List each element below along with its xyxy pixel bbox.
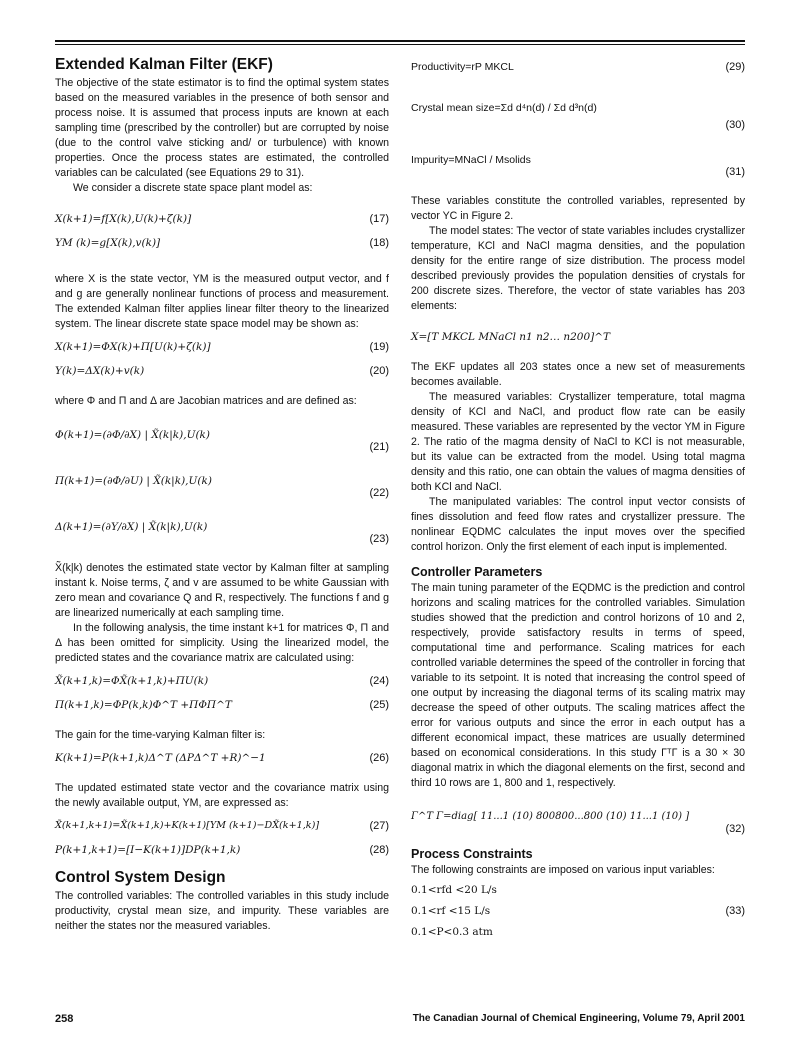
paragraph: The objective of the state estimator is to find the optimal system states based on the measured variables in the presence of both sensor and process noise. It is assumed that process inputs are known at each sampling time (prescribed by the controller) but are corrupted by noise (due to the control valve sticking and/ or turbulence) with known properties. Once the process states are estimated, the controlled variables can be calculated (see Equations 29 to 31). [55,76,389,179]
equation-29: Productivity=rP MKCL (29) [411,61,745,73]
equation-18: YM (k)=g[X(k),v(k)] (18) [55,236,389,249]
top-rule [55,40,745,42]
paragraph: These variables constitute the controlled variables, represented by vector YC in Figure 2. [411,195,745,222]
paragraph: The updated estimated state vector and the covariance matrix using the newly available output, YM, are expressed as: [55,781,389,809]
paragraph: The gain for the time-varying Kalman filter is: [55,728,266,741]
constraint-1: 0.1<rfd <20 L/s [411,884,497,896]
heading-controller-parameters: Controller Parameters [411,565,543,579]
page-number: 258 [55,1013,74,1025]
top-rule-thin [55,44,745,45]
paragraph: The controlled variables: The controlled variables in this study include productivity, crystal mean size, and impurity. These variables are neither the states nor the measured variables. [55,889,389,932]
equation-26: K(k+1)=P(k+1,k)Δ^T (ΔPΔ^T +R)^−1 (26) [55,751,389,764]
equation-23: Δ(k+1)=(∂Y/∂X) | X̃(k|k),U(k) (23) [55,520,389,545]
paragraph: The model states: The vector of state variables includes crystallizer temperature, KCl and NaCl magma densities, and the population density for the entire range of size distribution. The process model described previously provides the population densities of crystals for 200 discrete sizes. Therefore, the vector of state variables has 203 elements: [411,225,745,312]
paragraph: The manipulated variables: The control input vector consists of fines dissolution and feed flow rates and crystallizer pressure. The nonlinear EQDMC calculates the input moves over the specified control horizon. Only the first element of each input is implemented. [411,496,745,553]
equation-20: Y(k)=ΔX(k)+v(k) (20) [55,364,389,377]
paragraph: We consider a discrete state space plant model as: [73,181,313,194]
equation-19: X(k+1)=ΦX(k)+Π[U(k)+ζ(k)] (19) [55,340,389,353]
heading-ekf: Extended Kalman Filter (EKF) [55,56,273,73]
heading-process-constraints: Process Constraints [411,847,533,861]
left-column [55,52,389,934]
paragraph: X̃(k|k) denotes the estimated state vector by Kalman filter at sampling instant k. Noise terms, ζ and v are assumed to be white Gaussian with zero mean and covariance Q and R, respectively. The functions f and g are linearized numerically at each sampling time. [55,561,389,619]
constraint-2: 0.1<rf <15 L/s (33) [411,905,745,917]
equation-state-vector: X=[T MKCL MNaCl n1 n2… n200]^T [411,331,611,343]
equation-21: Φ(k+1)=(∂Φ/∂X) | X̃(k|k),U(k) (21) [55,428,389,453]
equation-17: X(k+1)=f[X(k),U(k)+ζ(k)] (17) [55,212,389,225]
equation-30: Crystal mean size=Σd d⁴n(d) / Σd d³n(d) (30) [411,102,745,131]
equation-25: Π(k+1,k)=ΦP(k,k)Φ^T +ΠΦΠ^T (25) [55,698,389,711]
paragraph: where X is the state vector, YM is the measured output vector, and f and g are generally nonlinear functions of process and measurement. The extended Kalman filter applies linear filter theory to the linearized system. The linear discrete state space model may be shown as: [55,272,389,330]
paragraph: In the following analysis, the time instant k+1 for matrices Φ, Π and Δ has been omitted for simplicity. Using the linearized model, the predicted states and the covariance matrix are calculated using: [55,621,389,664]
equation-22: Π(k+1)=(∂Φ/∂U) | X̃(k|k),U(k) (22) [55,474,389,499]
paragraph: The EKF updates all 203 states once a new set of measurements becomes available. [411,361,745,388]
paragraph: The main tuning parameter of the EQDMC is the prediction and control horizons and scaling matrices for the controlled variables. Simulation studies showed that the prediction and control horizons of 10 and 2, respectively, provide satisfactory results in terms of speed, computational time and performance. Scaling matrices for each controlled variable determines the speed of the controller in forcing that variable to its setpoint. It is noted that increasing the control speed of one output by increasing the diagonal terms of its scaling matrix may decrease the speed of other outputs. The scaling matrices affect the error for various outputs and since the error in each output has a different economical impact, these matrices are usually determined based on economical considerations. In this study ΓᵀΓ is a 30 × 30 diagonal matrix in which the diagonal elements on the first, second and third 10 rows are 1, 800 and 1, respectively. [411,582,745,789]
equation-24: X̃(k+1,k)=ΦX̃(k+1,k)+ΠU(k) (24) [55,674,389,687]
paragraph: The following constraints are imposed on various input variables: [411,864,715,876]
right-column [411,52,745,944]
constraint-3: 0.1<P<0.3 atm [411,926,493,938]
paragraph: where Φ and Π and Δ are Jacobian matrices and are defined as: [55,394,357,407]
equation-31: Impurity=MNaCl / Msolids (31) [411,154,745,178]
heading-control-system-design: Control System Design [55,868,226,886]
equation-27: X̃(k+1,k+1)=X̃(k+1,k)+K(k+1)[YM (k+1)−DX̃(k+1,k)] (27) [55,819,389,832]
equation-28: P(k+1,k+1)=[I−K(k+1)]DP(k+1,k) (28) [55,843,389,856]
equation-32: Γ^T Γ=diag[ 11...1 (10) 800800...800 (10) 11...1 (10) ] (32) [411,811,745,835]
journal-footer: The Canadian Journal of Chemical Engineering, Volume 79, April 2001 [412,1013,745,1024]
paragraph: The measured variables: Crystallizer temperature, total magma density of KCl and NaCl, and product flow rate can be easily measured. These variables are represented by the vector YM in Figure 2. The ratio of the magma density of NaCl to KCl is not measurable, but its value can be extracted from the model. Using total magma density and this ratio, one can obtain the values of magma densities of both KCl and NaCl. [411,391,745,493]
